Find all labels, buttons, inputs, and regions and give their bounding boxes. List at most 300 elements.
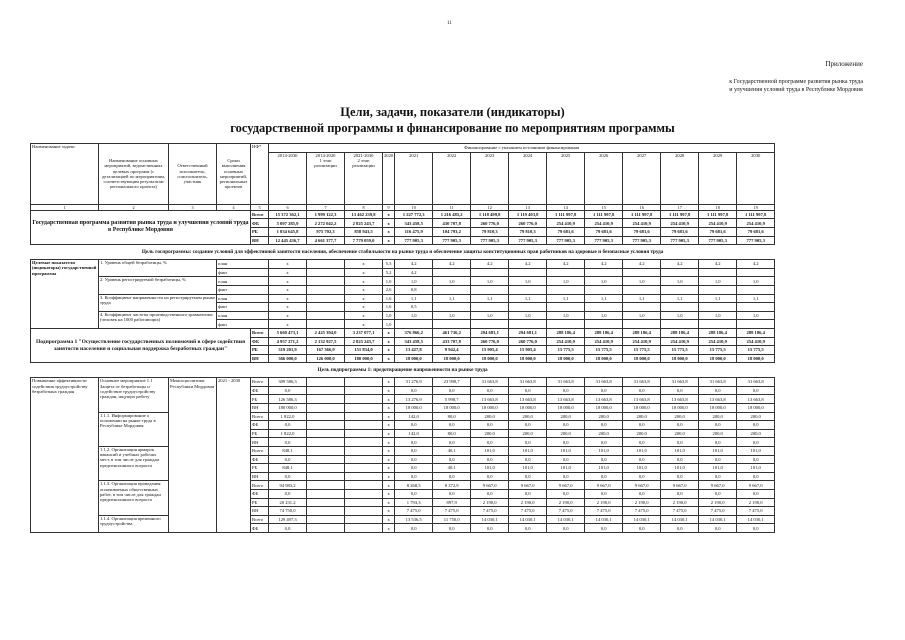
value-cell: 288 186,4 [623,328,661,337]
value-cell: 7 475,0 [509,507,547,516]
value-cell: 433 707,8 [433,337,471,346]
value-cell: 254 410,9 [661,337,699,346]
value-cell: 1,1 [509,294,547,303]
value-cell: 0,0 [661,472,699,481]
value-cell: 3 237 077,1 [345,328,383,337]
value-cell: 9 667,0 [623,481,661,490]
value-cell: 7 475,0 [471,507,509,516]
value-cell: x [345,311,383,320]
header-financing: Финансирование с указанием источников финансирования [269,144,775,153]
value-cell: 129 497,3 [269,515,307,524]
source-code: ВН [251,354,269,363]
column-number: 11 [433,204,471,210]
value-cell: 4 957 271,2 [269,337,307,346]
value-cell: 0,0 [699,524,737,533]
value-cell: 288 186,4 [661,328,699,337]
value-cell [307,464,345,473]
appendix-reference-line: и улучшения условий труда в Республике Мордовия [729,87,863,93]
value-cell: 0,0 [433,472,471,481]
source-code: ВН [251,438,269,447]
value-cell [585,285,623,294]
value-cell: 8 372,9 [433,481,471,490]
value-cell: 15 775,5 [623,346,661,355]
value-cell: 260 776,0 [509,219,547,228]
source-code: РБ [251,395,269,404]
value-cell [433,285,471,294]
value-cell: 0,0 [547,421,585,430]
value-cell [307,294,345,303]
value-cell: x [383,236,395,245]
indicator-row [31,260,775,269]
value-cell [345,515,383,524]
value-cell: 0,0 [547,524,585,533]
header-year: 2021 [395,152,433,204]
value-cell: 200,0 [585,412,623,421]
value-cell: 9 667,0 [661,481,699,490]
value-cell: 0,0 [395,464,433,473]
value-cell: 31 663,8 [547,378,585,387]
value-cell: 5,2 [383,268,395,277]
value-cell: 366 000,0 [269,354,307,363]
value-cell [661,303,699,312]
value-cell: 0,0 [269,438,307,447]
value-cell: 0,0 [661,438,699,447]
value-cell: 254 410,9 [699,337,737,346]
value-cell: 79 681,6 [623,227,661,236]
value-cell: x [383,395,395,404]
value-cell [345,438,383,447]
column-number: 10 [395,204,433,210]
measure-row [31,412,775,421]
value-cell: 2 190,0 [661,498,699,507]
value-cell: 343 458,5 [395,337,433,346]
value-cell: 200,0 [585,429,623,438]
value-cell [345,429,383,438]
value-cell: 0,0 [471,386,509,395]
appendix-reference-line: к Государственной программе развития рынка труда [729,79,863,85]
table-header-row [31,144,775,153]
value-cell: 101,0 [547,464,585,473]
value-cell: 1,0 [509,311,547,320]
measure-row [31,447,775,456]
value-cell: 2 825 243,7 [345,219,383,228]
value-cell: 1,0 [737,277,775,286]
value-cell: 2 272 042,2 [307,219,345,228]
value-cell: x [345,285,383,294]
value-cell: 1,6 [383,294,395,303]
value-cell: 8 268,3 [395,481,433,490]
value-cell: 200,0 [737,412,775,421]
plan-fact: факт [217,285,269,294]
value-cell: 254 410,9 [623,337,661,346]
value-cell: 848,1 [269,447,307,456]
value-cell [307,481,345,490]
value-cell: x [269,260,307,269]
value-cell: 31 276,9 [395,378,433,387]
value-cell: 101,0 [661,447,699,456]
value-cell: 777 905,3 [395,236,433,245]
header-year: 2027 [623,152,661,204]
value-cell: 1,0 [383,277,395,286]
value-cell: 0,0 [585,490,623,499]
value-cell: 260 776,0 [471,337,509,346]
header-measure: Наименование основных мероприятий, ведомственных целевых программ (с детализацией по мероприятиям, соответствующим результатам регионального проекта) [99,144,169,205]
value-cell: 777 905,3 [737,236,775,245]
value-cell [307,421,345,430]
value-cell: 0,0 [623,421,661,430]
program-table-container [30,143,775,533]
value-cell [345,498,383,507]
value-cell: 200,0 [471,412,509,421]
value-cell [307,515,345,524]
value-cell: 80,0 [433,412,471,421]
value-cell [509,320,547,329]
value-cell: 0,0 [269,386,307,395]
value-cell: 18 000,0 [737,404,775,413]
value-cell: 13 663,8 [509,395,547,404]
value-cell: 15 775,5 [699,346,737,355]
value-cell: 101,0 [471,464,509,473]
value-cell: 13 536,5 [395,515,433,524]
value-cell [699,268,737,277]
value-cell: 13 427,8 [395,346,433,355]
value-cell: 79 681,6 [585,227,623,236]
header-year: 2020 [383,152,395,204]
measure-name: 1.1.3. Организация проведения оплачиваемых общественных работ, в том числе для граждан предпенсионного возраста [99,481,169,515]
value-cell: 200,0 [661,412,699,421]
source-code: Всего [251,328,269,337]
source-code: РБ [251,464,269,473]
value-cell [345,507,383,516]
value-cell: x [383,346,395,355]
value-cell: 260 776,0 [471,219,509,228]
title-line: государственной программы и финансирование по мероприятиям программы [230,121,675,135]
value-cell [307,498,345,507]
value-cell: 18 000,0 [585,354,623,363]
value-cell [623,268,661,277]
value-cell [737,320,775,329]
value-cell: 1,1 [547,294,585,303]
value-cell [345,490,383,499]
value-cell [307,524,345,533]
value-cell: 101,0 [547,447,585,456]
value-cell: 2 190,0 [509,498,547,507]
value-cell: 0,0 [623,472,661,481]
value-cell: x [383,490,395,499]
plan-fact: план [217,277,269,286]
value-cell: 1,0 [585,277,623,286]
value-cell: 1,1 [699,294,737,303]
value-cell: 0,0 [395,455,433,464]
value-cell: 1,6 [383,303,395,312]
value-cell: 1 119 403,8 [509,210,547,219]
value-cell [737,285,775,294]
appendix-label: Приложение [825,60,863,68]
value-cell: 14 030,1 [509,515,547,524]
value-cell: 1,0 [383,320,395,329]
value-cell: 309 586,3 [269,378,307,387]
value-cell: 0,0 [433,438,471,447]
value-cell: 15 905,4 [471,346,509,355]
value-cell: x [345,294,383,303]
term: 2021 - 2030 [217,378,251,533]
value-cell: 200,0 [623,412,661,421]
value-cell [307,412,345,421]
value-cell: 9 667,0 [699,481,737,490]
value-cell: 1 111 997,8 [737,210,775,219]
value-cell: 1 793,3 [395,498,433,507]
value-cell: 18 000,0 [471,404,509,413]
value-cell: 0,0 [509,472,547,481]
source-code: РБ [251,498,269,507]
measure-name: Основное мероприятие 1.1 Защита от безработицы и содействие трудоустройству граждан, ищущих работу [99,378,169,412]
value-cell: 1,0 [661,311,699,320]
value-cell [699,285,737,294]
value-cell: x [383,429,395,438]
value-cell: 0,0 [471,438,509,447]
page-number: 11 [447,21,452,26]
value-cell [307,303,345,312]
value-cell: 2 190,0 [623,498,661,507]
value-cell [307,378,345,387]
source-code: РБ [251,227,269,236]
value-cell: 254 410,9 [547,219,585,228]
value-cell: x [383,455,395,464]
value-cell: 0,0 [623,455,661,464]
value-cell [623,320,661,329]
executor: Минсоцполитики Республики Мордовия [169,378,217,533]
value-cell: 0,0 [509,386,547,395]
value-cell: 0,0 [699,455,737,464]
value-cell: 12 445 436,7 [269,236,307,245]
value-cell [307,404,345,413]
measure-row [31,378,775,387]
value-cell: 2 425 394,0 [307,328,345,337]
value-cell: 848,1 [269,464,307,473]
value-cell: 18 000,0 [661,354,699,363]
indicators-label: Целевые показатели (индикаторы) государственной программы [31,260,99,329]
subprogram-row [31,328,775,337]
measure-row [31,515,775,524]
value-cell: 2 825 243,7 [345,337,383,346]
value-cell: x [383,481,395,490]
value-cell: 1 111 997,8 [547,210,585,219]
value-cell: 0,0 [509,455,547,464]
value-cell: 0,0 [737,524,775,533]
source-code: Всего [251,447,269,456]
value-cell: 0,0 [661,386,699,395]
value-cell: 4,2 [585,260,623,269]
value-cell [547,303,585,312]
value-cell [345,472,383,481]
value-cell: 1,1 [737,294,775,303]
value-cell: 7 475,0 [547,507,585,516]
value-cell: 1,1 [661,294,699,303]
value-cell: 31 663,8 [509,378,547,387]
value-cell: 14 030,1 [737,515,775,524]
value-cell [307,472,345,481]
value-cell: 200,0 [547,429,585,438]
header-source: ИФ* [251,144,269,205]
column-number: 5 [251,204,269,210]
value-cell: 1 111 997,8 [585,210,623,219]
value-cell: 288 186,4 [547,328,585,337]
value-cell: 254 410,9 [585,337,623,346]
source-code: ВН [251,472,269,481]
value-cell: 1 822,0 [269,429,307,438]
column-number: 6 [269,204,307,210]
value-cell: x [345,268,383,277]
header-year: 2029 [699,152,737,204]
value-cell: 1,0 [433,311,471,320]
value-cell: 4,2 [395,260,433,269]
column-number: 7 [307,204,345,210]
value-cell: 1,0 [699,311,737,320]
value-cell: 254 410,9 [737,337,775,346]
value-cell: 0,0 [395,524,433,533]
value-cell: 14 030,1 [471,515,509,524]
value-cell: x [269,303,307,312]
value-cell: 0,0 [509,490,547,499]
value-cell: 14 030,1 [699,515,737,524]
value-cell: 79 681,6 [699,227,737,236]
value-cell [433,320,471,329]
header-year: 2014-2020 1 этап реализации [307,152,345,204]
value-cell: 200,0 [471,429,509,438]
value-cell: 101,0 [509,464,547,473]
value-cell: 31 663,8 [699,378,737,387]
value-cell: 142,0 [395,412,433,421]
value-cell: x [383,524,395,533]
value-cell: 858 943,5 [345,227,383,236]
value-cell [307,395,345,404]
value-cell: 0,0 [509,524,547,533]
value-cell: 0,0 [395,386,433,395]
value-cell: 294 681,1 [509,328,547,337]
value-cell: 0,5 [395,303,433,312]
value-cell: x [345,260,383,269]
value-cell: 101,0 [699,464,737,473]
value-cell [307,260,345,269]
value-cell: 1 822,0 [269,412,307,421]
value-cell: 1 216 485,2 [433,210,471,219]
value-cell: 9 667,0 [585,481,623,490]
value-cell: 777 905,3 [509,236,547,245]
value-cell: 0,0 [585,455,623,464]
value-cell: 0,0 [395,438,433,447]
value-cell: 101,0 [737,464,775,473]
value-cell: 0,0 [547,386,585,395]
value-cell [661,268,699,277]
value-cell: 101,0 [623,464,661,473]
value-cell: 151 834,0 [345,346,383,355]
value-cell: 288 186,4 [699,328,737,337]
value-cell [307,455,345,464]
goal-row [31,245,775,260]
value-cell: 0,0 [737,386,775,395]
value-cell: 5 660 473,1 [269,328,307,337]
value-cell: 0,0 [623,490,661,499]
value-cell [585,320,623,329]
value-cell: 1 227 772,3 [395,210,433,219]
value-cell: 254 410,9 [737,219,775,228]
value-cell: 254 410,9 [623,219,661,228]
value-cell: 18 000,0 [623,354,661,363]
value-cell: 1,0 [737,311,775,320]
column-number: 8 [345,204,383,210]
value-cell [623,303,661,312]
value-cell: 777 905,3 [471,236,509,245]
value-cell: 18 000,0 [471,354,509,363]
value-cell: 4,2 [471,260,509,269]
value-cell: 0,0 [433,421,471,430]
value-cell: 79 681,6 [547,227,585,236]
value-cell: x [383,447,395,456]
value-cell: 0,0 [395,447,433,456]
value-cell: x [269,311,307,320]
value-cell: x [269,277,307,286]
value-cell: 319 201,9 [269,346,307,355]
value-cell: 777 905,3 [433,236,471,245]
value-cell: 1,0 [623,277,661,286]
value-cell: 0,0 [585,524,623,533]
value-cell: 4,2 [433,260,471,269]
value-cell [345,464,383,473]
value-cell: 18 000,0 [737,354,775,363]
value-cell: 79 810,3 [509,227,547,236]
value-cell [345,421,383,430]
value-cell: 1,0 [471,277,509,286]
value-cell [737,303,775,312]
value-cell: 18 000,0 [509,354,547,363]
value-cell: 101,0 [585,464,623,473]
value-cell: 101,0 [509,447,547,456]
value-cell: 975 702,3 [307,227,345,236]
value-cell: 777 905,3 [661,236,699,245]
value-cell: 2 190,0 [699,498,737,507]
goal-row [31,363,775,378]
value-cell: x [383,219,395,228]
value-cell: x [383,421,395,430]
value-cell: 7 475,0 [661,507,699,516]
value-cell: 126 000,0 [307,354,345,363]
value-cell: 31 663,8 [737,378,775,387]
value-cell: 1,0 [395,311,433,320]
value-cell: 0,0 [509,438,547,447]
value-cell: 1,0 [585,311,623,320]
value-cell: 461 736,2 [433,328,471,337]
value-cell: x [383,515,395,524]
value-cell: 1,0 [661,277,699,286]
value-cell: 0,0 [269,455,307,464]
value-cell [307,438,345,447]
source-code: Всего [251,378,269,387]
value-cell: 1,1 [623,294,661,303]
value-cell: 142,0 [395,429,433,438]
value-cell: 260 776,0 [509,337,547,346]
source-code: ВН [251,404,269,413]
value-cell [661,285,699,294]
value-cell: 0,0 [547,490,585,499]
value-cell: 0,0 [433,490,471,499]
value-cell: 9 667,0 [547,481,585,490]
value-cell: 7 475,0 [699,507,737,516]
value-cell: x [383,404,395,413]
value-cell: 254 410,9 [547,337,585,346]
source-code: ФБ [251,524,269,533]
value-cell: 14 030,1 [547,515,585,524]
value-cell [345,447,383,456]
